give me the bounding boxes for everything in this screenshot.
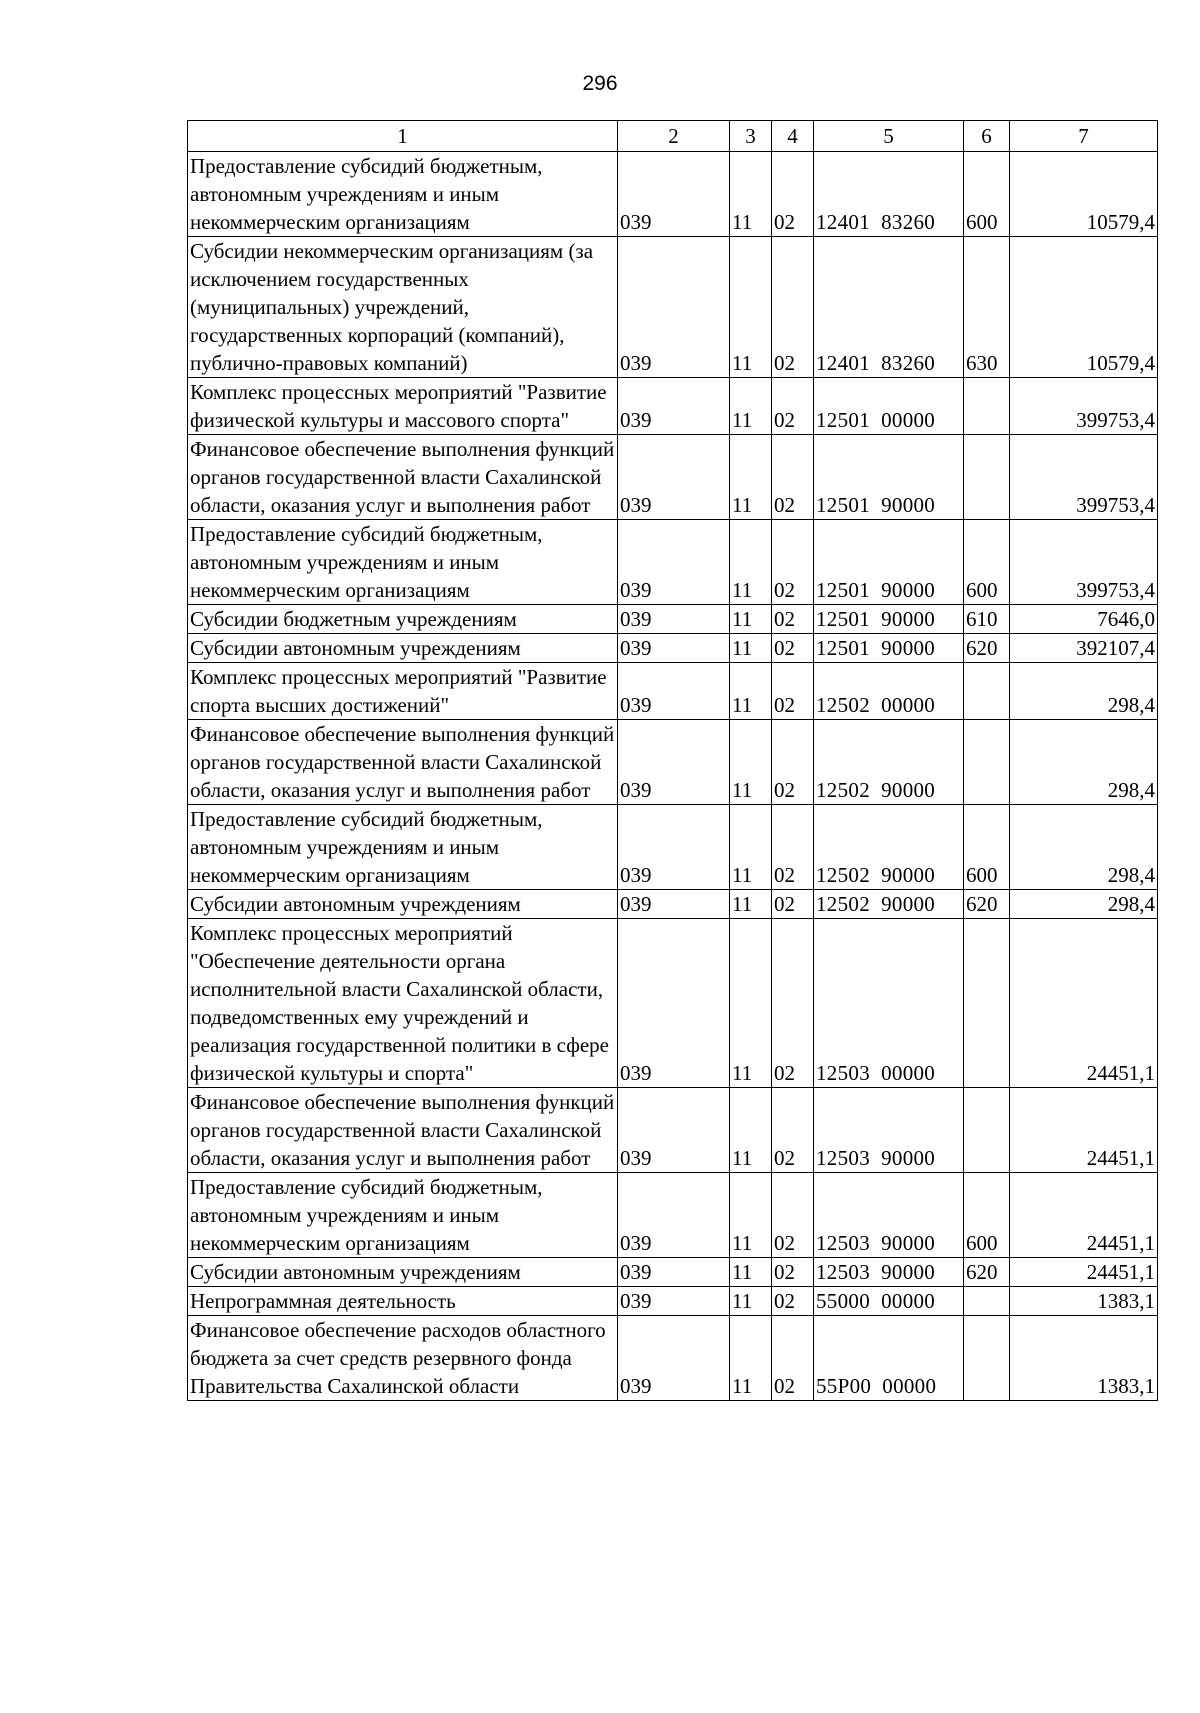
row-subsection: 02: [772, 720, 814, 805]
row-amount: 10579,4: [1010, 237, 1158, 378]
row-ved-code: 039: [618, 890, 730, 919]
table-row: [188, 435, 1158, 520]
row-expense-type: [964, 720, 1010, 805]
row-name: Предоставление субсидий бюджетным, автономным учреждениям и иным некоммерческим организациям: [188, 152, 618, 237]
row-subsection: 02: [772, 890, 814, 919]
row-section: 11: [730, 520, 772, 605]
row-subsection: 02: [772, 1173, 814, 1258]
row-section: 11: [730, 634, 772, 663]
budget-table: [187, 120, 1158, 1401]
table-row: [188, 890, 1158, 919]
row-name: Субсидии автономным учреждениям: [188, 1258, 618, 1287]
row-ved-code: 039: [618, 1258, 730, 1287]
row-section: 11: [730, 435, 772, 520]
row-section: 11: [730, 1258, 772, 1287]
row-subsection: 02: [772, 435, 814, 520]
row-name: Субсидии автономным учреждениям: [188, 890, 618, 919]
row-subsection: 02: [772, 663, 814, 720]
table-row: [188, 805, 1158, 890]
header-col-7: 7: [1010, 121, 1158, 152]
row-subsection: 02: [772, 605, 814, 634]
row-ved-code: 039: [618, 805, 730, 890]
row-name: Предоставление субсидий бюджетным, автономным учреждениям и иным некоммерческим организациям: [188, 1173, 618, 1258]
row-section: 11: [730, 805, 772, 890]
table-row: [188, 634, 1158, 663]
row-amount: 24451,1: [1010, 1173, 1158, 1258]
header-row: [188, 121, 1158, 152]
row-name: Финансовое обеспечение расходов областного бюджета за счет средств резервного фонда Правительства Сахалинской области: [188, 1316, 618, 1401]
row-ved-code: 039: [618, 237, 730, 378]
row-name: Субсидии автономным учреждениям: [188, 634, 618, 663]
table-row: [188, 919, 1158, 1088]
header-col-2: 2: [618, 121, 730, 152]
row-target-article: 12501 90000: [814, 520, 964, 605]
row-section: 11: [730, 1287, 772, 1316]
row-amount: 10579,4: [1010, 152, 1158, 237]
row-target-article: 12503 90000: [814, 1258, 964, 1287]
row-target-article: 12501 90000: [814, 605, 964, 634]
row-target-article: 55Р00 00000: [814, 1316, 964, 1401]
row-name: Комплекс процессных мероприятий "Обеспечение деятельности органа исполнительной власти Сахалинской области, подведомственных ему учреждений и реализация государственной политики в сфере физической культуры и спорта": [188, 919, 618, 1088]
row-section: 11: [730, 1088, 772, 1173]
row-target-article: 12501 00000: [814, 378, 964, 435]
header-col-5: 5: [814, 121, 964, 152]
row-target-article: 12502 90000: [814, 890, 964, 919]
row-ved-code: 039: [618, 435, 730, 520]
row-target-article: 55000 00000: [814, 1287, 964, 1316]
row-amount: 7646,0: [1010, 605, 1158, 634]
row-section: 11: [730, 1316, 772, 1401]
row-expense-type: 600: [964, 1173, 1010, 1258]
row-amount: 399753,4: [1010, 378, 1158, 435]
row-ved-code: 039: [618, 1173, 730, 1258]
row-subsection: 02: [772, 152, 814, 237]
row-ved-code: 039: [618, 520, 730, 605]
row-subsection: 02: [772, 237, 814, 378]
row-section: 11: [730, 1173, 772, 1258]
row-target-article: 12502 90000: [814, 720, 964, 805]
row-target-article: 12502 90000: [814, 805, 964, 890]
row-expense-type: 620: [964, 890, 1010, 919]
row-expense-type: [964, 663, 1010, 720]
row-name: Предоставление субсидий бюджетным, автономным учреждениям и иным некоммерческим организациям: [188, 520, 618, 605]
row-subsection: 02: [772, 378, 814, 435]
row-ved-code: 039: [618, 634, 730, 663]
row-amount: 298,4: [1010, 805, 1158, 890]
table-row: [188, 237, 1158, 378]
row-name: Субсидии бюджетным учреждениям: [188, 605, 618, 634]
table-row: [188, 1258, 1158, 1287]
table-row: [188, 1088, 1158, 1173]
header-col-4: 4: [772, 121, 814, 152]
row-name: Финансовое обеспечение выполнения функций органов государственной власти Сахалинской области, оказания услуг и выполнения работ: [188, 720, 618, 805]
table-row: [188, 152, 1158, 237]
row-section: 11: [730, 152, 772, 237]
row-section: 11: [730, 237, 772, 378]
row-target-article: 12502 00000: [814, 663, 964, 720]
row-ved-code: 039: [618, 663, 730, 720]
header-col-6: 6: [964, 121, 1010, 152]
row-amount: 392107,4: [1010, 634, 1158, 663]
row-ved-code: 039: [618, 919, 730, 1088]
table-row: [188, 720, 1158, 805]
row-target-article: 12503 00000: [814, 919, 964, 1088]
row-subsection: 02: [772, 1258, 814, 1287]
row-name: Непрограммная деятельность: [188, 1287, 618, 1316]
row-target-article: 12501 90000: [814, 435, 964, 520]
row-amount: 1383,1: [1010, 1316, 1158, 1401]
table-row: [188, 1173, 1158, 1258]
row-subsection: 02: [772, 805, 814, 890]
row-amount: 298,4: [1010, 663, 1158, 720]
header-col-1: 1: [188, 121, 618, 152]
row-subsection: 02: [772, 919, 814, 1088]
row-amount: 24451,1: [1010, 1088, 1158, 1173]
row-target-article: 12501 90000: [814, 634, 964, 663]
row-expense-type: 620: [964, 1258, 1010, 1287]
row-ved-code: 039: [618, 1287, 730, 1316]
table-row: [188, 605, 1158, 634]
row-amount: 24451,1: [1010, 1258, 1158, 1287]
row-subsection: 02: [772, 1287, 814, 1316]
row-amount: 399753,4: [1010, 520, 1158, 605]
row-expense-type: [964, 1088, 1010, 1173]
row-subsection: 02: [772, 634, 814, 663]
row-section: 11: [730, 605, 772, 634]
row-expense-type: 620: [964, 634, 1010, 663]
table-row: [188, 1316, 1158, 1401]
row-expense-type: 600: [964, 152, 1010, 237]
row-name: Комплекс процессных мероприятий "Развитие спорта высших достижений": [188, 663, 618, 720]
row-subsection: 02: [772, 520, 814, 605]
row-target-article: 12503 90000: [814, 1173, 964, 1258]
table-row: [188, 1287, 1158, 1316]
row-section: 11: [730, 919, 772, 1088]
row-amount: 298,4: [1010, 890, 1158, 919]
row-name: Финансовое обеспечение выполнения функций органов государственной власти Сахалинской области, оказания услуг и выполнения работ: [188, 1088, 618, 1173]
row-expense-type: [964, 378, 1010, 435]
row-amount: 24451,1: [1010, 919, 1158, 1088]
row-amount: 298,4: [1010, 720, 1158, 805]
row-expense-type: [964, 435, 1010, 520]
row-expense-type: 630: [964, 237, 1010, 378]
row-expense-type: [964, 919, 1010, 1088]
row-section: 11: [730, 890, 772, 919]
table-body: [188, 152, 1158, 1401]
row-name: Предоставление субсидий бюджетным, автономным учреждениям и иным некоммерческим организациям: [188, 805, 618, 890]
table-row: [188, 378, 1158, 435]
row-name: Финансовое обеспечение выполнения функций органов государственной власти Сахалинской области, оказания услуг и выполнения работ: [188, 435, 618, 520]
row-name: Комплекс процессных мероприятий "Развитие физической культуры и массового спорта": [188, 378, 618, 435]
row-ved-code: 039: [618, 378, 730, 435]
row-name: Субсидии некоммерческим организациям (за исключением государственных (муниципальных) учреждений, государственных корпораций (компаний), публично-правовых компаний): [188, 237, 618, 378]
row-ved-code: 039: [618, 605, 730, 634]
row-section: 11: [730, 663, 772, 720]
row-expense-type: 610: [964, 605, 1010, 634]
table-row: [188, 520, 1158, 605]
row-ved-code: 039: [618, 1088, 730, 1173]
row-ved-code: 039: [618, 720, 730, 805]
row-subsection: 02: [772, 1316, 814, 1401]
row-target-article: 12401 83260: [814, 152, 964, 237]
row-ved-code: 039: [618, 152, 730, 237]
row-ved-code: 039: [618, 1316, 730, 1401]
row-target-article: 12503 90000: [814, 1088, 964, 1173]
row-amount: 1383,1: [1010, 1287, 1158, 1316]
row-target-article: 12401 83260: [814, 237, 964, 378]
row-amount: 399753,4: [1010, 435, 1158, 520]
row-expense-type: [964, 1316, 1010, 1401]
row-section: 11: [730, 720, 772, 805]
row-section: 11: [730, 378, 772, 435]
row-subsection: 02: [772, 1088, 814, 1173]
header-col-3: 3: [730, 121, 772, 152]
row-expense-type: 600: [964, 520, 1010, 605]
table-row: [188, 663, 1158, 720]
page-number: 296: [582, 72, 618, 95]
row-expense-type: 600: [964, 805, 1010, 890]
row-expense-type: [964, 1287, 1010, 1316]
